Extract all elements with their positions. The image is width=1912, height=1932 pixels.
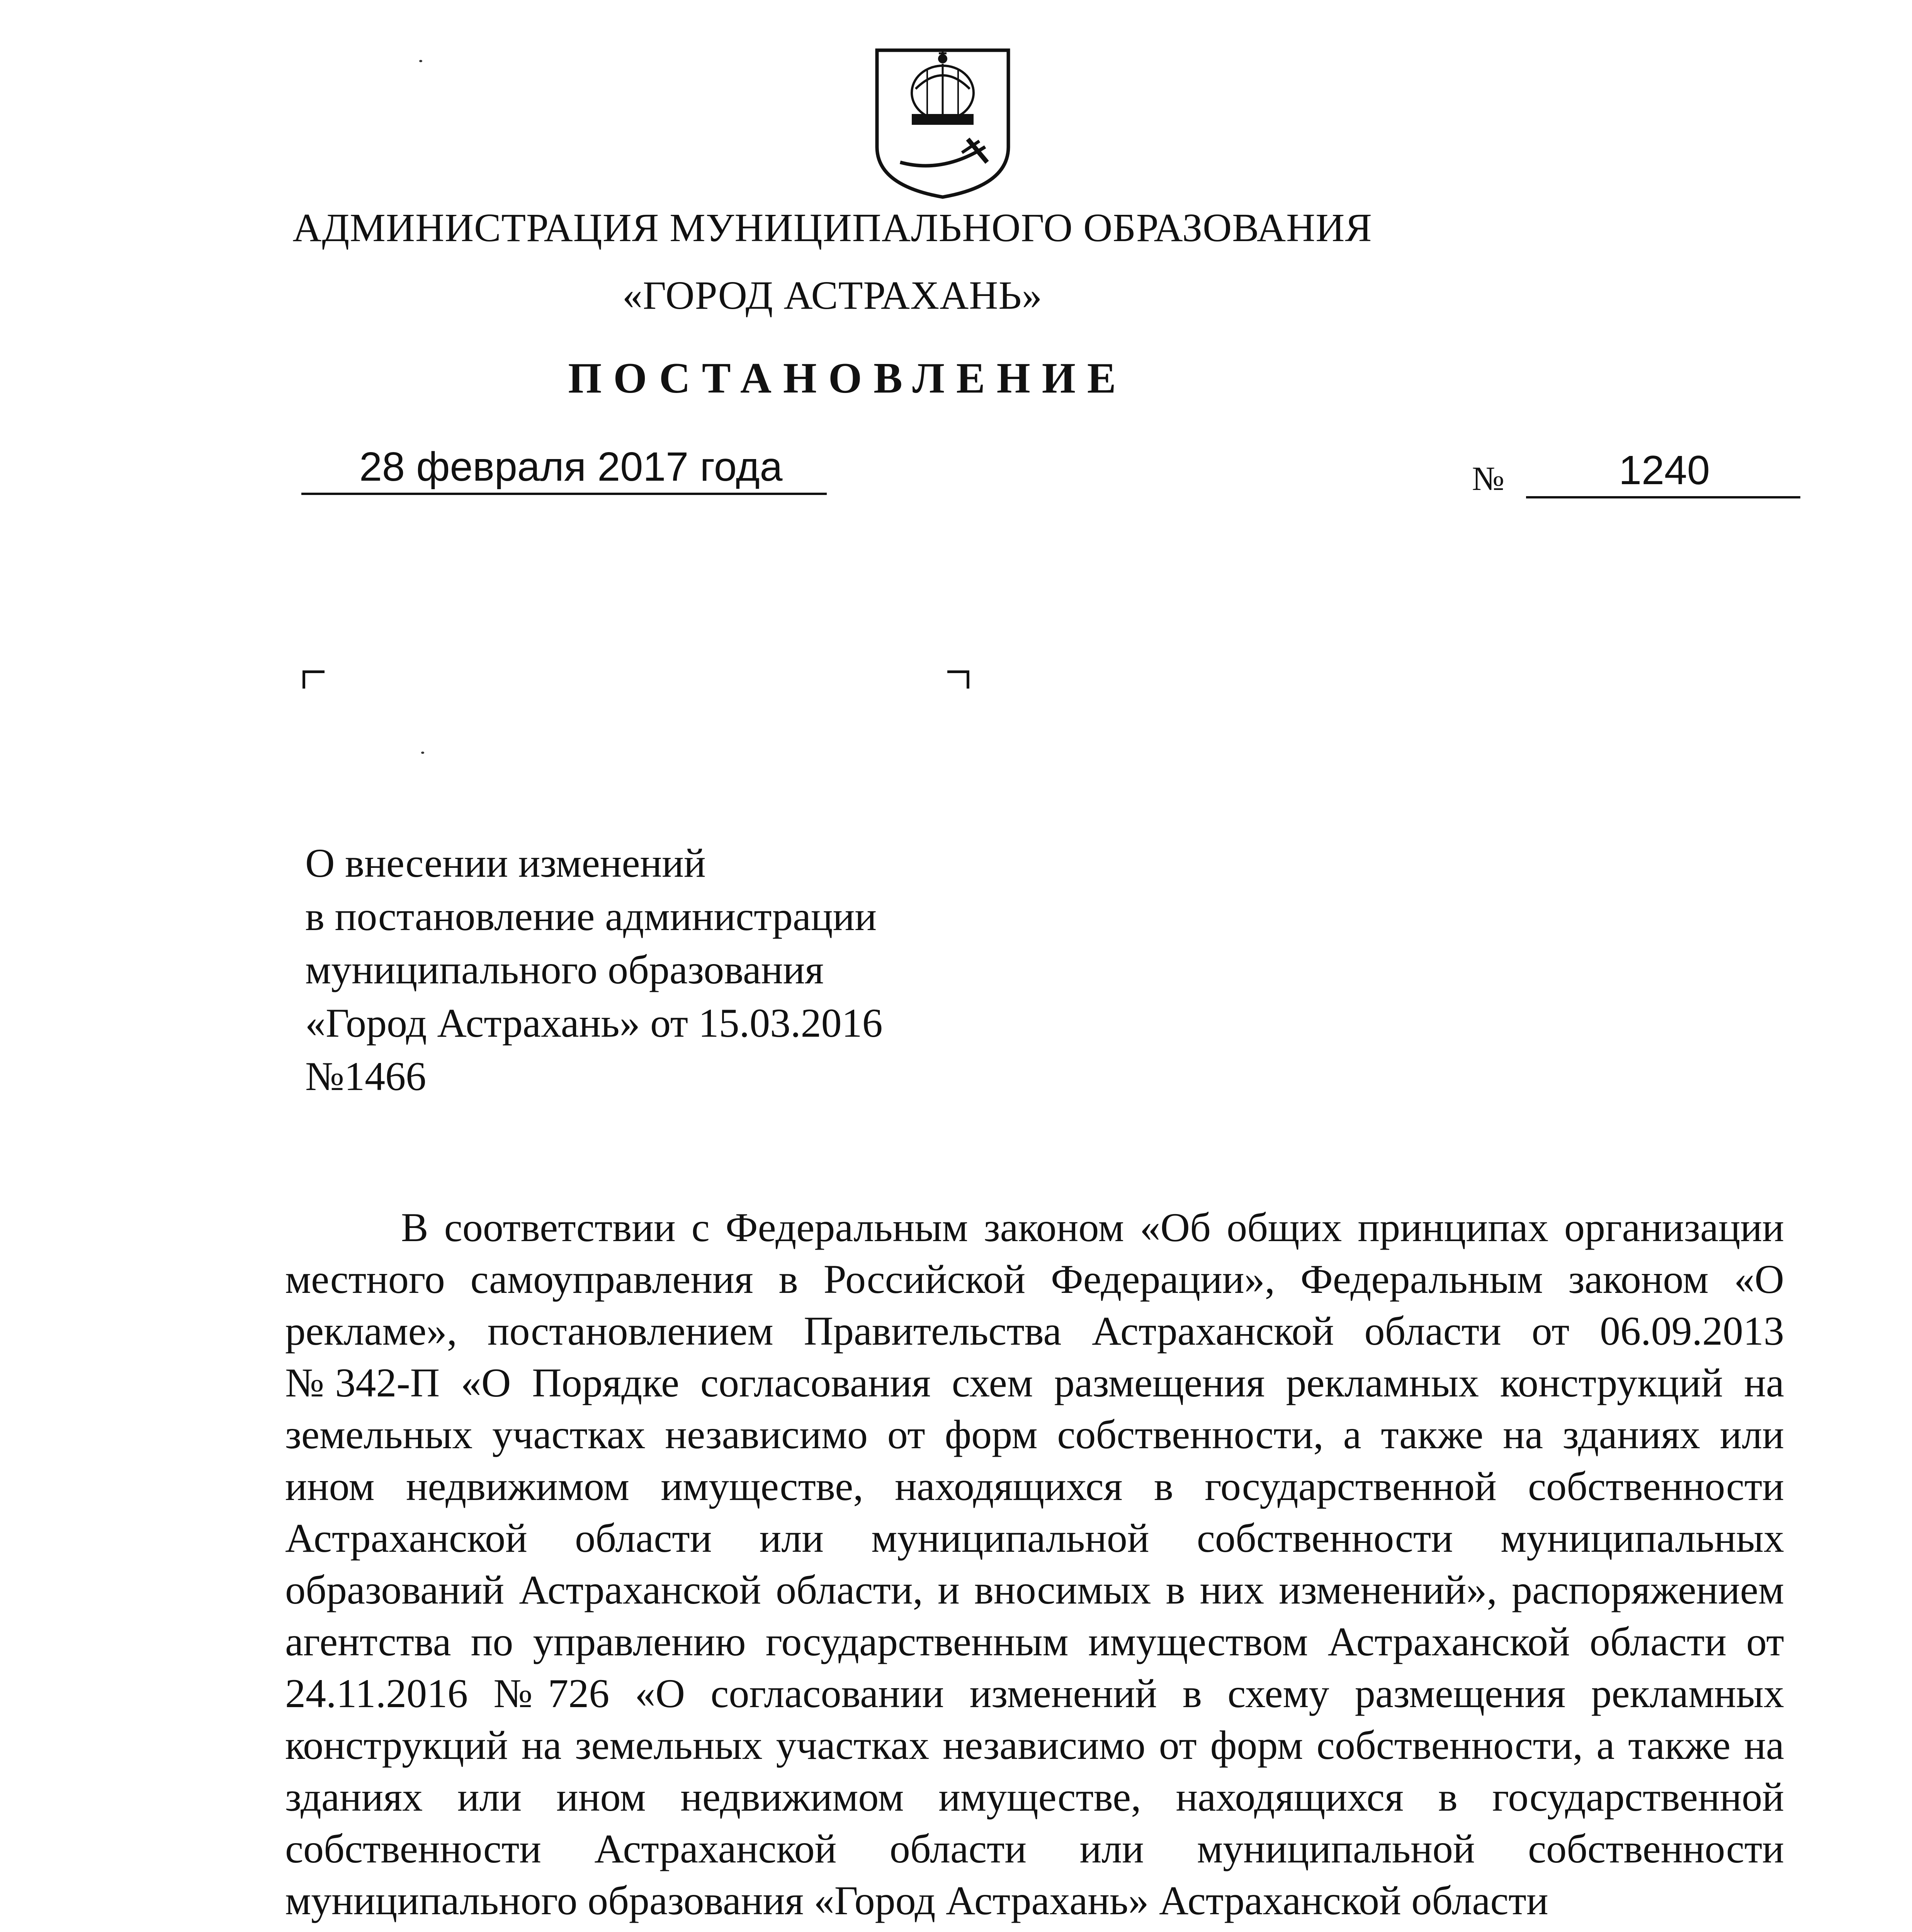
administration-name: АДМИНИСТРАЦИЯ МУНИЦИПАЛЬНОГО ОБРАЗОВАНИЯ: [292, 206, 1372, 250]
subject-corner-right: [947, 670, 969, 689]
document-number: 1240: [1619, 447, 1710, 493]
subject-corner-left: [303, 670, 325, 689]
number-sign: №: [1472, 460, 1504, 498]
preamble-paragraph: В соответствии с Федеральным законом «Об общих принципах организации местного самоуправления в Российской Федерации», Федеральным законом «О рекламе», постановлением Правительства Астраханской области от 06.09.2013 №342-П «О Порядке согласования схем размещения рекламных конструкций на земельных участках независимо от форм собственности, а также на зданиях или ином недвижимом имуществе, находящихся в государственной собственности Астраханской области или муниципальной собственности муниципальных образований Астраханской области, и вносимых в них изменений», распоряжением агентства по управлению государственным имуществом Астраханской области от 24.11.2016 №726 «О согласовании изменений в схему размещения рекламных конструкций на земельных участках независимо от форм собственности, а также на зданиях или ином недвижимом имуществе, находящихся в государственной собственности Астраханской области или муниципальной собственности муниципального образования «Город Астрахань» Астраханской области: [285, 1205, 1784, 1923]
subject-line: №1466: [305, 1054, 427, 1099]
subject-line: муниципального образования: [305, 947, 824, 992]
document-date: 28 февраля 2017 года: [359, 444, 783, 490]
subject-line: в постановление администрации: [305, 894, 877, 939]
scan-speck: [419, 60, 422, 62]
scan-speck: [421, 752, 424, 754]
subject-line: «Город Астрахань» от 15.03.2016: [305, 1000, 883, 1046]
coat-of-arms-icon: [869, 46, 1016, 201]
city-name: «ГОРОД АСТРАХАНЬ»: [622, 273, 1043, 318]
subject-block: [305, 837, 1039, 1103]
number-field: [1472, 444, 1800, 498]
document-type-title: ПОСТАНОВЛЕНИЕ: [568, 354, 1128, 402]
subject-line: О внесении изменений: [305, 840, 706, 886]
number-underline: [1526, 442, 1800, 498]
date-field: [301, 439, 827, 495]
